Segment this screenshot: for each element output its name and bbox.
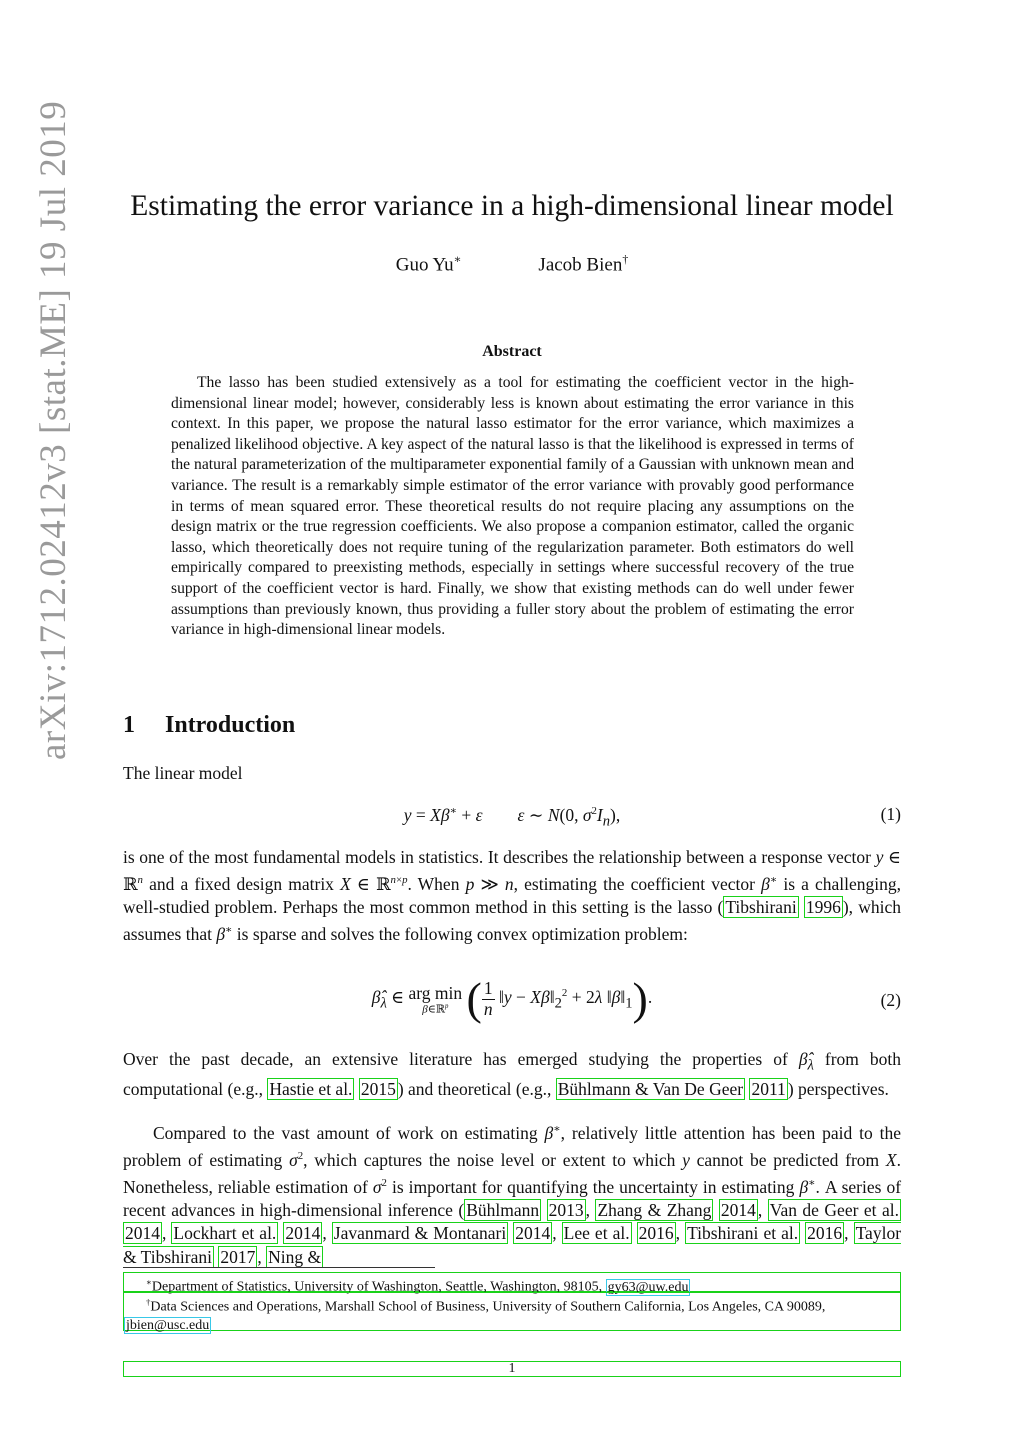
citation-lee-year[interactable]: 2016: [638, 1223, 674, 1244]
arxiv-identifier: arXiv:1712.02412v3 [stat.ME] 19 Jul 2019: [33, 100, 74, 760]
intro-lead: The linear model: [123, 763, 243, 783]
citation-lockhart-year[interactable]: 2014: [285, 1223, 321, 1244]
footnote-rule: [123, 1267, 435, 1268]
citation-tibshirani-2016-year[interactable]: 2016: [807, 1223, 843, 1244]
author-1: Guo Yu∗: [395, 253, 462, 276]
equation-1-number: (1): [880, 804, 901, 824]
citation-year-1996[interactable]: 1996: [805, 897, 841, 918]
citation-taylor[interactable]: Taylor & Tibshirani: [123, 1223, 902, 1267]
email-link-1[interactable]: gy63@uw.edu: [607, 1279, 689, 1295]
citation-taylor-year[interactable]: 2017: [220, 1246, 256, 1267]
abstract-text: The lasso has been studied extensively as a tool for estimating the coefficient vector in the high-dimensional linear model; however, considerably less is known about estimating the error variance in this context. In this paper, we propose the natural lasso estimator for the error variance, which maximizes a penalized likelihood objective. A key aspect of the natural lasso is that the likelihood is expressed in terms of the natural parameterization of the multiparameter exponential family of a Gaussian with unknown mean and variance. The result is a remarkably simple estimator of the error variance with provably good performance in terms of mean squared error. These theoretical results do not require placing any assumptions on the design matrix or the true regression coefficients. We also propose a companion estimator, called the organic lasso, which theoretically does not require tuning of the regularization parameter. Both estimators do well empirically compared to preexisting methods, especially in settings where successful recovery of the true support of the coefficient vector is hard. Finally, we show that existing methods can do well under fewer assumptions than previously known, thus providing a fuller story about the problem of estimating the error variance in high-dimensional linear models.: [171, 374, 854, 639]
page-number: 1: [123, 1361, 901, 1377]
paragraph-1: is one of the most fundamental models in statistics. It describes the relationship between a response vector y ∈ ℝ$^n$ and a fixed design matrix X ∈ ℝ$^{n\times p}$. When p ≫ n, estimating the coefficient vector β∗ is a challenging, well-studied problem. Perhaps the most common method in this setting is the lasso ( Tibshirani 1996 ), which assumes that β∗ is sparse and solves the following convex optimization problem:: [123, 847, 902, 945]
citation-tibshirani-2016[interactable]: Tibshirani et al.: [687, 1223, 799, 1244]
citation-zhang-year[interactable]: 2014: [720, 1200, 756, 1221]
citation-vandegeer-year[interactable]: 2014: [125, 1223, 160, 1244]
citation-ning[interactable]: Ning &: [268, 1246, 322, 1267]
citation-zhang[interactable]: Zhang & Zhang: [597, 1200, 712, 1221]
citation-hastie[interactable]: Hastie et al.: [269, 1078, 353, 1099]
equation-2: $\betâ_\lambda$ ∈ arg min β∈ℝ$^p$ ( $\frac{1}{n}$ ‖y − $X\beta‖_2^2 + 2\lambda$ $‖\beta‖_1$). (2): [371, 973, 901, 1024]
paragraph-2: Over the past decade, an extensive literature has emerged studying the properties of $\betâ_\lambda$ from both computational (e.g., Hastie et al. 2015 ) and theoretical (e.g., Bühlmann & Van De Geer 2011 ) perspectives.: [123, 1049, 902, 1099]
paragraph-3: Compared to the vast amount of work on estimating β∗, relatively little attention has been paid to the problem of estimating $\sigma^2$, which captures the noise level or extent to which y cannot be predicted from X. Nonetheless, reliable estimation of $\sigma^2$ is important for quantifying the uncertainty in estimating β∗. A series of recent advances in high-dimensional inference ( Bühlmann 2013 , Zhang & Zhang 2014 , Van de Geer et al. 2014 , Lockhart et al. 2014 , Javanmard & Montanari 2014 , Lee et al. 2016 , Tibshirani et al. 2016 , Taylor & Tibshirani 2017 , Ning &: [123, 1122, 902, 1267]
abstract-heading: Abstract: [482, 343, 542, 360]
citation-hastie-year[interactable]: 2015: [360, 1078, 396, 1099]
citation-lockhart[interactable]: Lockhart et al.: [173, 1223, 277, 1244]
citation-vandegeer[interactable]: Van de Geer et al.: [769, 1200, 899, 1221]
citation-buhlmann-vdg-year[interactable]: 2011: [751, 1078, 786, 1099]
author-list: [0, 252, 1024, 276]
citation-javanmard-year[interactable]: 2014: [515, 1223, 551, 1244]
citation-buhlmann-2013-year[interactable]: 2013: [548, 1200, 584, 1221]
citation-javanmard[interactable]: Javanmard & Montanari: [333, 1223, 507, 1244]
citation-lee[interactable]: Lee et al.: [563, 1223, 630, 1244]
footnote-2[interactable]: †Data Sciences and Operations, Marshall School of Business, University of Southern California, Los Angeles, CA 90089, jbien@usc.edu: [123, 1292, 901, 1331]
paper-title: Estimating the error variance in a high-dimensional linear model: [130, 190, 894, 222]
author-2: Jacob Bien†: [538, 253, 629, 276]
section-heading: 1 Introduction: [123, 712, 296, 738]
equation-2-number: (2): [880, 990, 901, 1010]
citation-buhlmann-vdg[interactable]: Bühlmann & Van De Geer: [557, 1078, 744, 1099]
citation-tibshirani-1996[interactable]: Tibshirani: [725, 897, 797, 918]
footnote-1[interactable]: ∗Department of Statistics, University of Washington, Seattle, Washington, 98105, gy63@uw.edu: [123, 1272, 901, 1292]
email-link-2[interactable]: jbien@usc.edu: [126, 1317, 210, 1333]
citation-buhlmann-2013[interactable]: Bühlmann: [466, 1200, 540, 1221]
